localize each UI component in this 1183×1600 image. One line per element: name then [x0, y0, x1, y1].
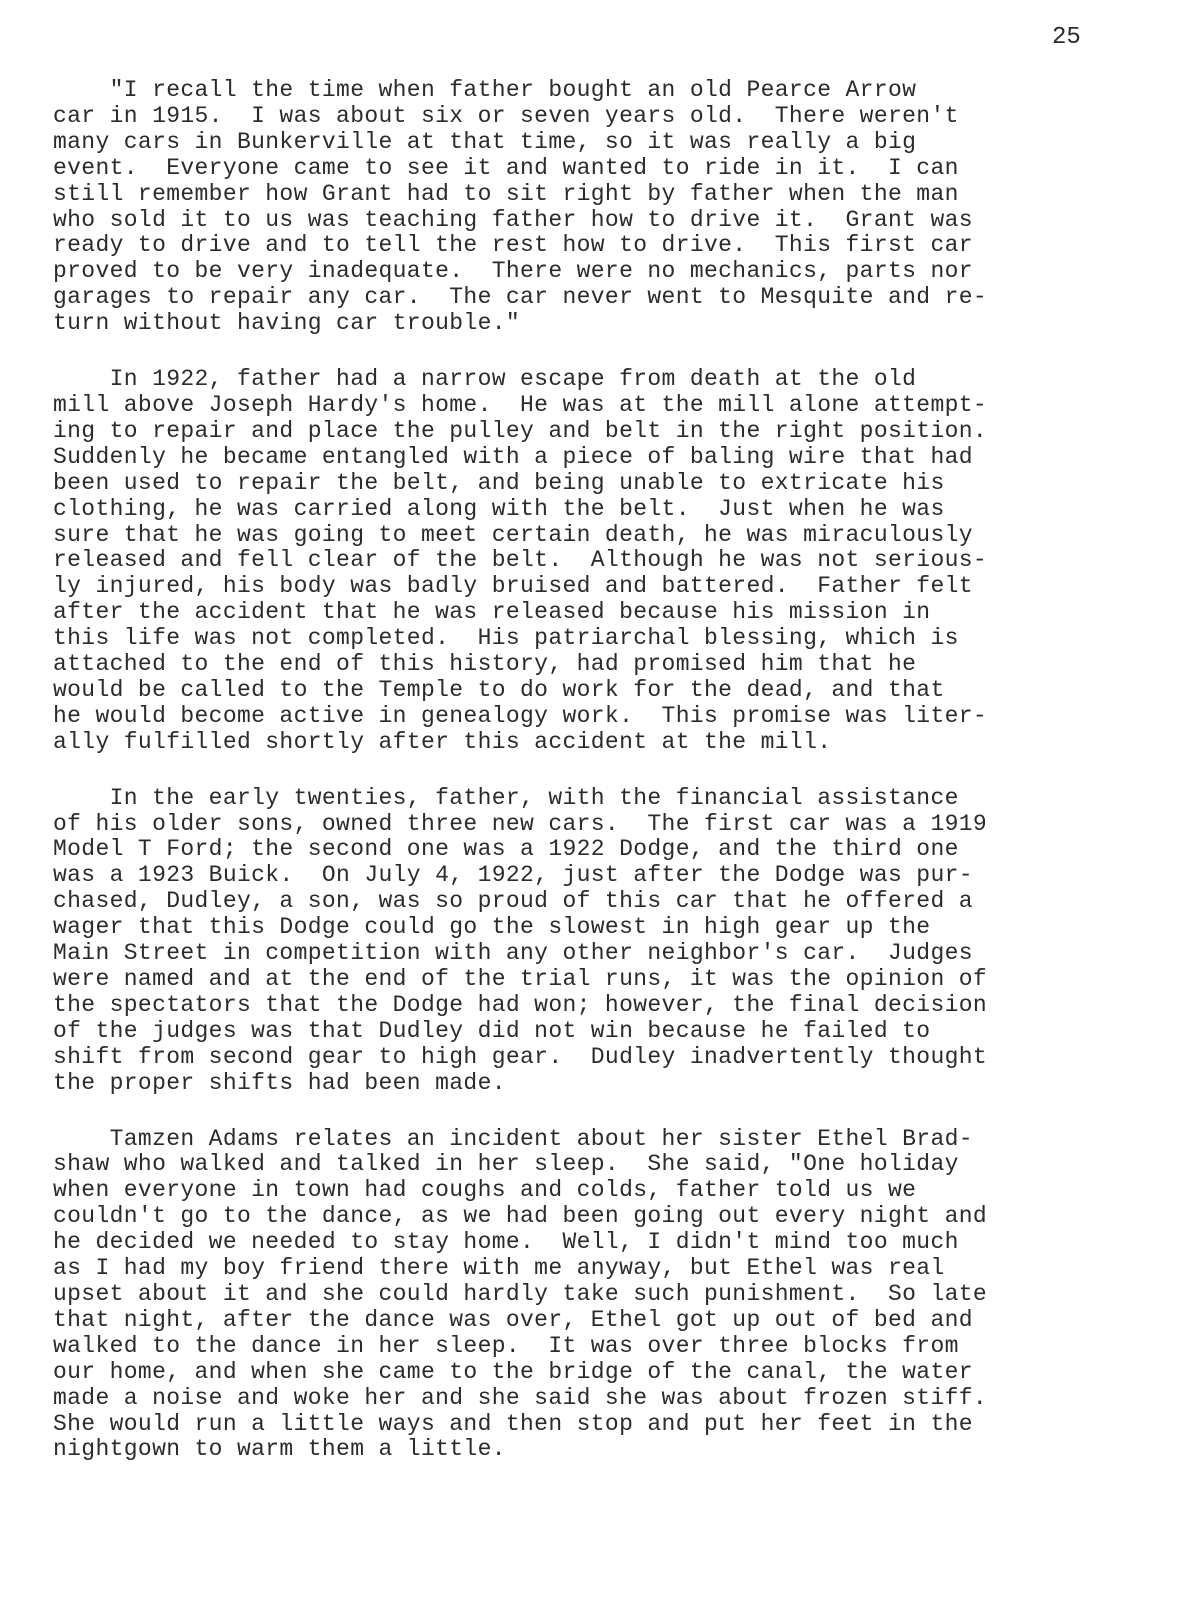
text-line: chased, Dudley, a son, was so proud of this car that he offered a: [53, 888, 973, 915]
text-line: released and fell clear of the belt. Although he was not serious-: [53, 547, 988, 574]
text-line: when everyone in town had coughs and colds, father told us we: [53, 1177, 917, 1204]
text-line: our home, and when she came to the bridge of the canal, the water: [53, 1358, 973, 1385]
text-line: clothing, he was carried along with the belt. Just when he was: [53, 495, 945, 522]
text-line: he decided we needed to stay home. Well, I didn't mind too much: [53, 1229, 959, 1256]
text-line: would be called to the Temple to do work for the dead, and that: [53, 676, 945, 703]
text-line: proved to be very inadequate. There were no mechanics, parts nor: [53, 258, 973, 285]
paragraph-gap: [53, 337, 1133, 367]
text-line: the spectators that the Dodge had won; however, the final decision: [53, 991, 988, 1018]
text-line: car in 1915. I was about six or seven years old. There weren't: [53, 102, 959, 129]
text-line: made a noise and woke her and she said she was about frozen stiff.: [53, 1384, 988, 1411]
text-line: ly injured, his body was badly bruised and battered. Father felt: [53, 573, 973, 600]
paragraph-sleepwalking: [53, 1127, 1133, 1464]
paragraph-pearce-arrow: [53, 78, 1133, 337]
text-line: of the judges was that Dudley did not win because he failed to: [53, 1017, 931, 1044]
text-line: walked to the dance in her sleep. It was over three blocks from: [53, 1332, 959, 1359]
text-line: ing to repair and place the pulley and belt in the right position.: [53, 417, 988, 444]
paragraph-mill-accident: [53, 367, 1133, 756]
text-line: were named and at the end of the trial runs, it was the opinion of: [53, 966, 988, 992]
text-line: couldn't go to the dance, as we had been going out every night and: [53, 1203, 988, 1230]
text-line: as I had my boy friend there with me anyway, but Ethel was real: [53, 1255, 945, 1282]
text-line: was a 1923 Buick. On July 4, 1922, just after the Dodge was pur-: [53, 862, 973, 889]
paragraph-gap: [53, 756, 1133, 786]
body-text: [53, 78, 1133, 1463]
text-line: event. Everyone came to see it and wanted to ride in it. I can: [53, 154, 959, 181]
text-line: sure that he was going to meet certain death, he was miraculously: [53, 521, 973, 548]
text-line: ally fulfilled shortly after this accident at the mill.: [53, 728, 832, 755]
text-line: nightgown to warm them a little.: [53, 1436, 506, 1463]
text-line: shaw who walked and talked in her sleep. She said, "One holiday: [53, 1151, 959, 1178]
text-line: She would run a little ways and then stop and put her feet in the: [53, 1410, 973, 1437]
text-line: he would become active in genealogy work. This promise was liter-: [53, 702, 988, 729]
paragraph-three-cars: [53, 786, 1133, 1097]
text-line: attached to the end of this history, had promised him that he: [53, 651, 917, 678]
paragraph-gap: [53, 1097, 1133, 1127]
text-line: "I recall the time when father bought an old Pearce Arrow: [53, 77, 917, 103]
text-line: this life was not completed. His patriarchal blessing, which is: [53, 625, 959, 652]
text-line: Suddenly he became entangled with a piece of baling wire that had: [53, 443, 973, 470]
text-line: still remember how Grant had to sit right by father when the man: [53, 180, 959, 207]
text-line: after the accident that he was released because his mission in: [53, 599, 931, 626]
text-line: Main Street in competition with any other neighbor's car. Judges: [53, 940, 973, 967]
text-line: many cars in Bunkerville at that time, so it was really a big: [53, 128, 917, 155]
text-line: Model T Ford; the second one was a 1922 Dodge, and the third one: [53, 836, 959, 863]
text-line: who sold it to us was teaching father how to drive it. Grant was: [53, 206, 973, 233]
text-line: Tamzen Adams relates an incident about her sister Ethel Brad-: [53, 1125, 973, 1152]
text-line: of his older sons, owned three new cars. The first car was a 1919: [53, 810, 988, 837]
text-line: upset about it and she could hardly take such punishment. So late: [53, 1280, 988, 1307]
text-line: that night, after the dance was over, Ethel got up out of bed and: [53, 1306, 973, 1333]
text-line: shift from second gear to high gear. Dudley inadvertently thought: [53, 1043, 988, 1070]
text-line: ready to drive and to tell the rest how to drive. This first car: [53, 232, 973, 259]
text-line: the proper shifts had been made.: [53, 1069, 506, 1096]
text-line: In 1922, father had a narrow escape from death at the old: [53, 366, 917, 393]
page-number: 25: [1052, 24, 1081, 51]
text-line: wager that this Dodge could go the slowest in high gear up the: [53, 914, 931, 941]
text-line: been used to repair the belt, and being unable to extricate his: [53, 469, 945, 496]
text-line: garages to repair any car. The car never went to Mesquite and re-: [53, 284, 988, 311]
text-line: mill above Joseph Hardy's home. He was at the mill alone attempt-: [53, 391, 988, 418]
text-line: turn without having car trouble.": [53, 310, 521, 337]
text-line: In the early twenties, father, with the financial assistance: [53, 784, 959, 811]
